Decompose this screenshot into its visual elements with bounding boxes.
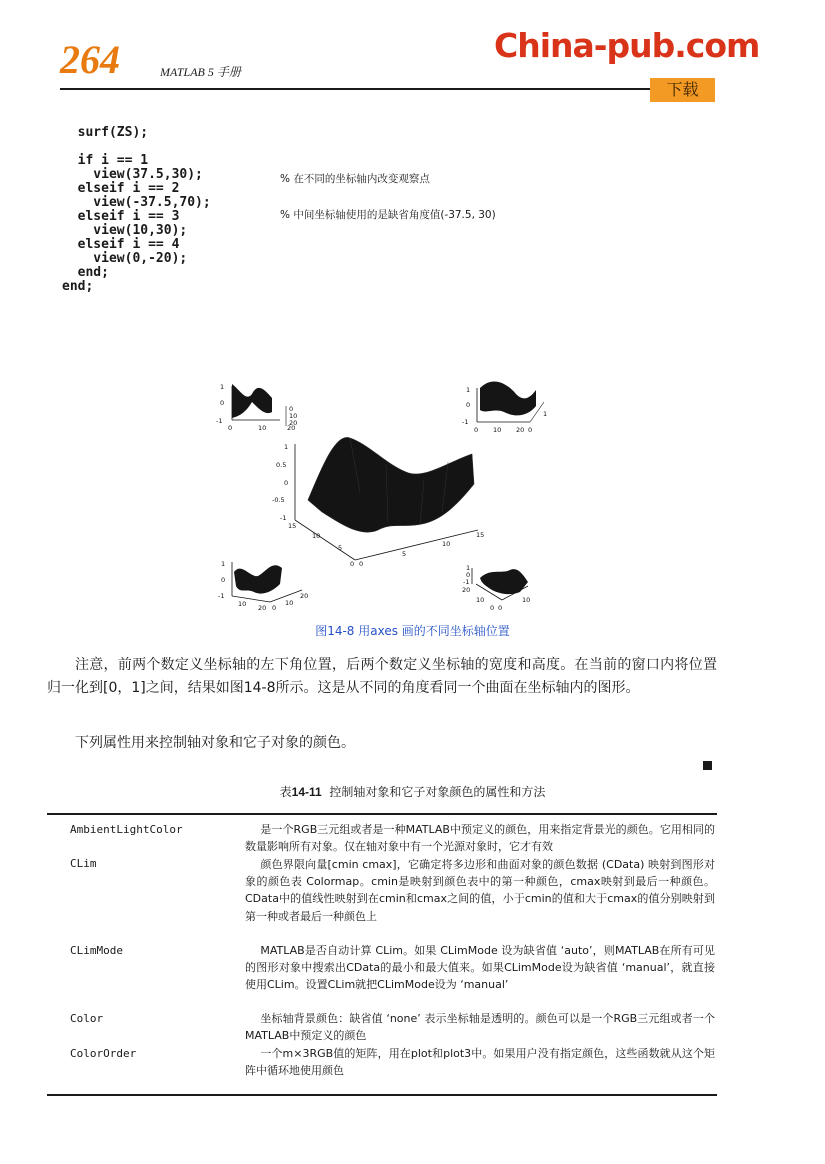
figure-caption: 图14-8 用axes 画的不同坐标轴位置: [315, 624, 510, 638]
tick: 10: [258, 424, 267, 432]
tick: 20: [462, 586, 471, 594]
axes-bottom-right: [462, 564, 530, 612]
tick: 0: [272, 604, 277, 612]
tick: 5: [338, 544, 343, 552]
figure-axes-surfaces: [210, 372, 560, 617]
tick: 1: [221, 560, 226, 568]
tick: 0: [474, 426, 479, 434]
tick: 1: [466, 386, 471, 394]
code-comment-1: % 在不同的坐标轴内改变观察点: [280, 173, 430, 185]
table-title-text: 控制轴对象和它子对象颜色的属性和方法: [329, 785, 546, 799]
code-line: elseif i == 4: [62, 237, 180, 252]
tick: 0: [289, 405, 294, 413]
code-comment-2: % 中间坐标轴使用的是缺省角度值(-37.5, 30): [280, 209, 496, 221]
tick: 0: [498, 604, 503, 612]
surface-bottom-left: [234, 565, 282, 593]
tick: -1: [280, 514, 287, 522]
code-line: view(0,-20);: [62, 251, 188, 266]
tick: 0: [221, 576, 226, 584]
code-line: surf(ZS);: [62, 125, 149, 140]
tick: 0: [350, 560, 355, 568]
code-line: end;: [62, 279, 94, 294]
end-marker: [703, 761, 712, 770]
surface-top-right: [480, 381, 536, 415]
tick: 10: [522, 596, 531, 604]
axes-top-left: [216, 383, 297, 432]
property-name: CLim: [70, 857, 97, 870]
download-badge[interactable]: 下载: [650, 78, 715, 102]
code-line: view(10,30);: [62, 223, 188, 238]
tick: 20: [258, 604, 267, 612]
tick: 20: [289, 419, 298, 427]
site-logo[interactable]: China-pub.com: [494, 26, 760, 65]
table-title-prefix: 表: [279, 785, 292, 799]
tick: 15: [476, 531, 485, 539]
tick: 1: [466, 564, 471, 572]
tick: 20: [287, 424, 296, 432]
code-line: elseif i == 2: [62, 181, 180, 196]
property-name: ColorOrder: [70, 1047, 137, 1060]
property-description: 一个m×3RGB值的矩阵，用在plot和plot3中。如果用户没有指定颜色，这些函数就从这个矩阵中循环地使用颜色: [245, 1047, 715, 1078]
table-number: 14-11: [291, 785, 322, 799]
tick: -1: [462, 418, 469, 426]
code-line: if i == 1: [62, 153, 149, 168]
surface-bottom-right: [480, 569, 528, 594]
tick: 0.5: [276, 461, 287, 469]
tick: 20: [300, 592, 309, 600]
page-number: 264: [60, 37, 120, 82]
tick: 20: [516, 426, 525, 434]
property-description: MATLAB是否自动计算 CLim。如果 CLimMode 设为缺省值 ‘auto’，则MATLAB在所有可见的图形对象中搜索出CData的最小和最大值来。如果CLimMode设为缺省值 ‘manual’，就直接使用CLim。设置CLim就把CLimMode设为 ‘manual’: [245, 944, 715, 992]
table-bottom-rule: [47, 1094, 717, 1096]
tick: 10: [289, 412, 298, 420]
surface-top-left: [232, 384, 272, 418]
tick: 10: [442, 540, 451, 548]
tick: 1: [284, 443, 289, 451]
running-title: MATLAB 5 手册: [160, 65, 241, 79]
paragraph: 下列属性用来控制轴对象和它子对象的颜色。: [75, 735, 355, 751]
tick: 1: [220, 383, 225, 391]
tick: 10: [285, 599, 294, 607]
tick: 1: [543, 410, 548, 418]
tick: 0: [359, 560, 364, 568]
property-name: CLimMode: [70, 944, 123, 957]
code-line: view(37.5,30);: [62, 167, 203, 182]
tick: 0: [284, 479, 289, 487]
tick: 0: [490, 604, 495, 612]
code-line: elseif i == 3: [62, 209, 180, 224]
tick: 10: [493, 426, 502, 434]
paragraph: 注意，前两个数定义坐标轴的左下角位置，后两个数定义坐标轴的宽度和高度。在当前的窗口内将位置归一化到[0，1]之间，结果如图14-8所示。这是从不同的角度看同一个曲面在坐标轴内的图形。: [47, 657, 717, 696]
property-description: 是一个RGB三元组或者是一种MATLAB中预定义的颜色，用来指定背景光的颜色。它用相同的数量影响所有对象。仅在轴对象中有一个光源对象时，它才有效: [245, 823, 715, 854]
tick: 0: [466, 401, 471, 409]
code-line: end;: [62, 265, 109, 280]
property-description: 坐标轴背景颜色：缺省值 ‘none’ 表示坐标轴是透明的。颜色可以是一个RGB三元组或者一个MATLAB中预定义的颜色: [245, 1012, 715, 1043]
tick: -1: [463, 578, 470, 586]
tick: -1: [216, 417, 223, 425]
property-name: AmbientLightColor: [70, 823, 183, 836]
code-block: [62, 126, 211, 294]
axes-center: [272, 437, 484, 568]
tick: 0: [528, 426, 533, 434]
header-rule: [60, 88, 650, 90]
code-line: view(-37.5,70);: [62, 195, 211, 210]
tick: 10: [476, 596, 485, 604]
property-name: Color: [70, 1012, 104, 1025]
table-top-rule: [47, 813, 717, 815]
tick: 5: [402, 550, 407, 558]
tick: -1: [218, 592, 225, 600]
axes-top-right: [462, 381, 547, 434]
tick: 15: [288, 522, 297, 530]
tick: 0: [228, 424, 233, 432]
axes-bottom-left: [218, 560, 308, 612]
property-description: 颜色界限向量[cmin cmax]，它确定将多边形和曲面对象的颜色数据 (CData) 映射到图形对象的颜色表 Colormap。cmin是映射到颜色表中的第一种颜色，cmax映射到最后一种颜色。CData中的值线性映射到在cmin和cmax之间的值，小于cmin的值和大于cmax的值分别映射到第一种或者最后一种颜色上: [245, 858, 715, 923]
surface-center: [308, 437, 474, 532]
tick: 10: [238, 600, 247, 608]
tick: 0: [466, 571, 471, 579]
tick: 0: [220, 399, 225, 407]
tick: 10: [312, 532, 321, 540]
table-title: [0, 783, 825, 800]
tick: -0.5: [272, 496, 285, 504]
